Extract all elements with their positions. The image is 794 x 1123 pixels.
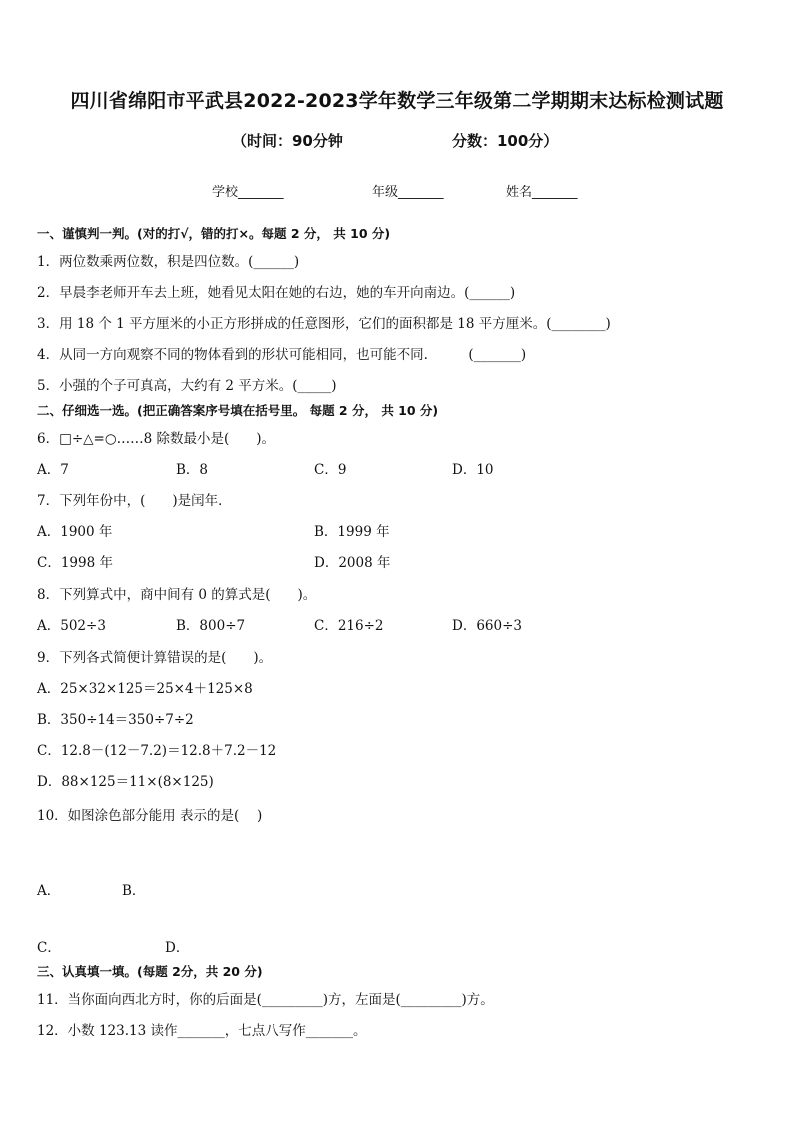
section-3-heading: 三、认真填一填。(每题 2分，共 20 分)	[37, 964, 263, 979]
q6-option-a: A．7	[37, 462, 69, 478]
q7-option-b: B．1999 年	[314, 524, 390, 540]
q9-option-c: C．12.8－(12－7.2)＝12.8＋7.2－12	[37, 743, 277, 759]
q7-option-d: D．2008 年	[314, 555, 391, 571]
q6-option-b: B．8	[176, 462, 209, 478]
question-1: 1．两位数乘两位数，积是四位数。(______)	[37, 254, 300, 270]
q7-option-c: C．1998 年	[37, 555, 113, 571]
grade-field: 年级_______	[372, 185, 444, 200]
section-2-heading: 二、仔细选一选。(把正确答案序号填在括号里。 每题 2 分， 共 10 分)	[37, 403, 439, 418]
question-7: 7．下列年份中，( )是闰年．	[37, 493, 232, 509]
total-score: 分数：100分）	[452, 132, 559, 150]
question-6: 6．□÷△=○……8 除数最小是( )。	[37, 431, 276, 447]
q9-option-b: B．350÷14＝350÷7÷2	[37, 712, 194, 728]
q7-option-a: A．1900 年	[37, 524, 113, 540]
question-10: 10．如图涂色部分能用 表示的是( )	[37, 808, 263, 824]
question-12: 12．小数 123.13 读作_______，七点八写作_______。	[37, 1023, 367, 1039]
q8-option-d: D．660÷3	[452, 618, 522, 634]
question-8: 8．下列算式中，商中间有 0 的算式是( )。	[37, 587, 317, 603]
question-5: 5．小强的个子可真高，大约有 2 平方米。(_____)	[37, 378, 337, 394]
question-11: 11．当你面向西北方时，你的后面是(_________)方，左面是(_________)方。	[37, 992, 494, 1008]
q10-option-c: C．	[37, 940, 61, 956]
q10-option-b: B．	[122, 883, 146, 899]
question-3: 3．用 18 个 1 平方厘米的小正方形拼成的任意图形，它们的面积都是 18 平方厘米。(________)	[37, 316, 611, 332]
page-title: 四川省绵阳市平武县2022-2023学年数学三年级第二学期期末达标检测试题	[70, 90, 724, 112]
question-9: 9．下列各式简便计算错误的是( )。	[37, 650, 273, 666]
question-4: 4．从同一方向观察不同的物体看到的形状可能相同，也可能不同. (_______)	[37, 347, 527, 363]
name-field: 姓名_______	[506, 185, 578, 200]
q8-option-b: B．800÷7	[176, 618, 246, 634]
q6-option-c: C．9	[314, 462, 347, 478]
q8-option-a: A．502÷3	[37, 618, 106, 634]
question-2: 2．早晨李老师开车去上班，她看见太阳在她的右边，她的车开向南边。(______)	[37, 285, 516, 301]
time-limit: （时间：90分钟	[232, 132, 343, 150]
q9-option-d: D．88×125＝11×(8×125)	[37, 774, 214, 790]
section-1-heading: 一、谨慎判一判。(对的打√，错的打×。每题 2 分， 共 10 分)	[37, 226, 391, 241]
q10-option-a: A．	[37, 883, 61, 899]
q6-option-d: D．10	[452, 462, 494, 478]
school-field: 学校_______	[212, 185, 284, 200]
q9-option-a: A．25×32×125＝25×4＋125×8	[37, 681, 253, 697]
q10-option-d: D．	[165, 940, 190, 956]
q8-option-c: C．216÷2	[314, 618, 384, 634]
